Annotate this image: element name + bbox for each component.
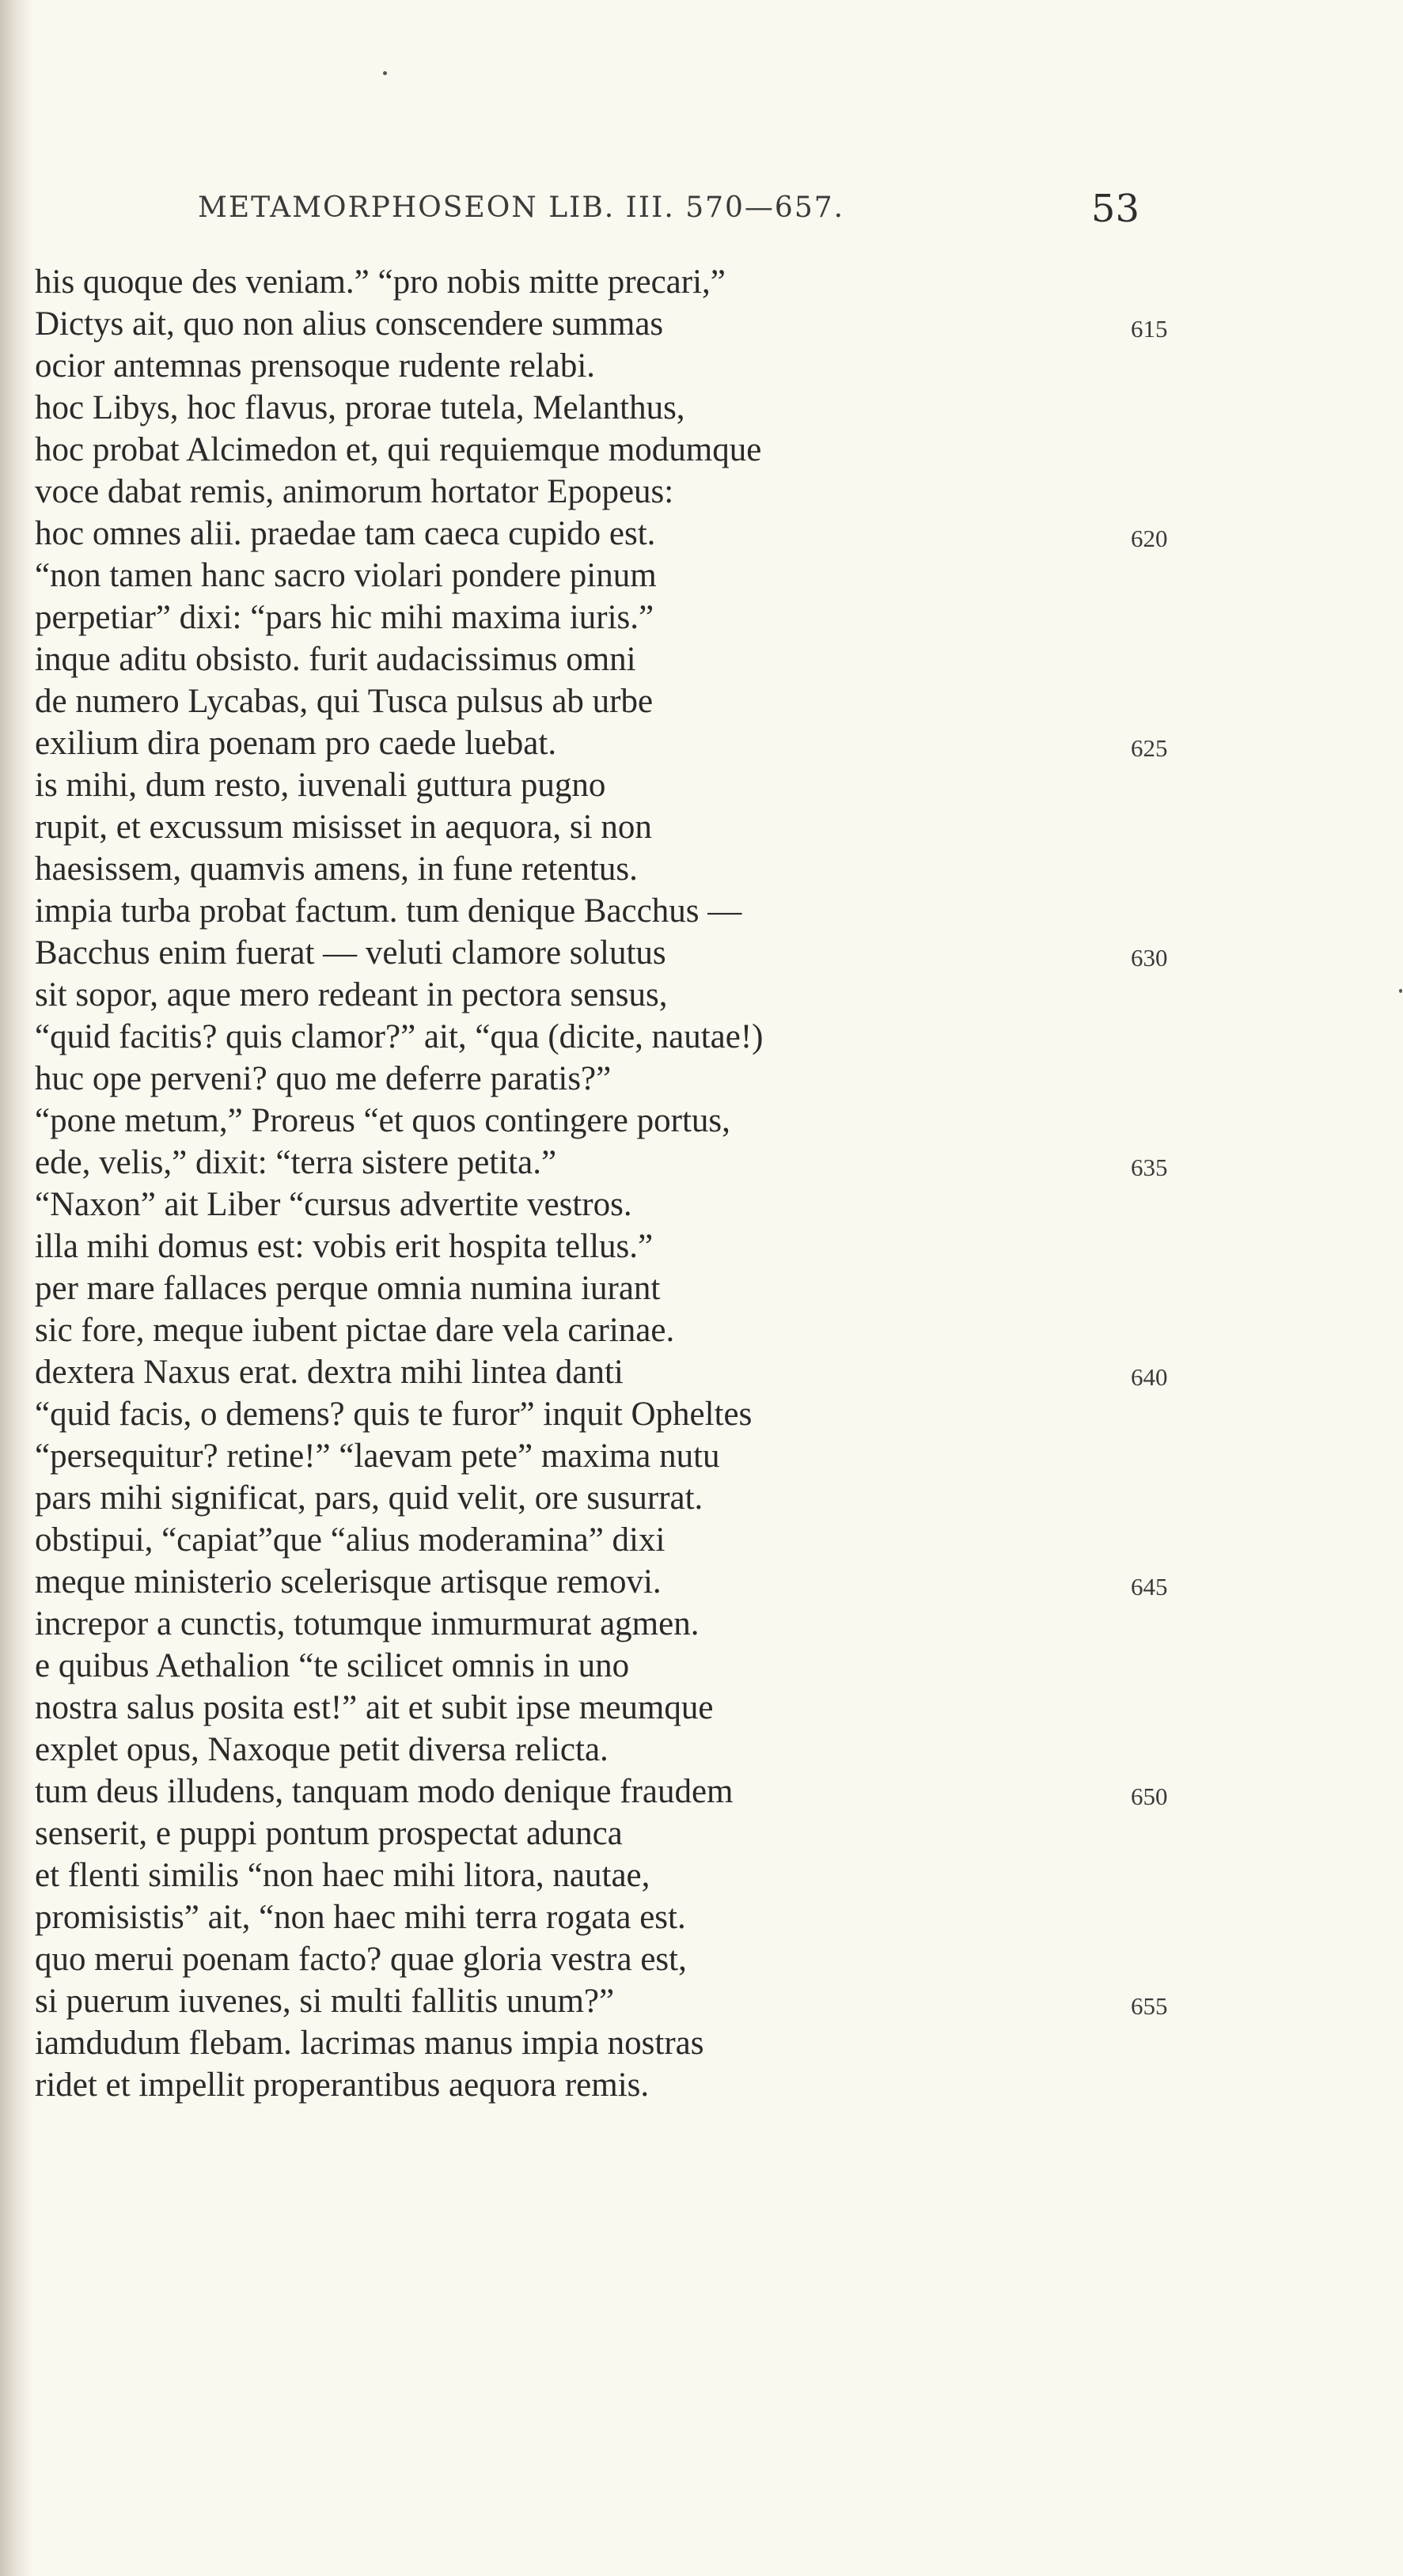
verse-line	[35, 680, 1333, 722]
verse-line	[35, 1435, 1333, 1477]
verse-text: per mare fallaces perque omnia numina iurant	[35, 1270, 661, 1307]
verse-text: si puerum iuvenes, si multi fallitis unum?”	[35, 1983, 615, 2020]
verse-line	[35, 806, 1333, 848]
verse-text: meque ministerio scelerisque artisque removi.	[35, 1563, 662, 1601]
verse-line	[35, 1477, 1333, 1519]
verse-line	[35, 1687, 1333, 1729]
verse-text: dextera Naxus erat. dextra mihi lintea danti	[35, 1354, 624, 1391]
verse-line	[35, 303, 1333, 345]
verse-text: illa mihi domus est: vobis erit hospita tellus.”	[35, 1228, 654, 1265]
verse-text: iamdudum flebam. lacrimas manus impia nostras	[35, 2025, 704, 2062]
verse-line	[35, 1938, 1333, 1980]
verse-line	[35, 1058, 1333, 1100]
verse-line	[35, 1854, 1333, 1896]
verse-text: exilium dira poenam pro caede luebat.	[35, 725, 557, 762]
binding-shadow	[0, 0, 33, 2576]
verse-line	[35, 1309, 1333, 1351]
verse-line	[35, 1980, 1333, 2022]
verse-text: sic fore, meque iubent pictae dare vela carinae.	[35, 1312, 675, 1349]
verse-text: impia turba probat factum. tum denique Bacchus —	[35, 892, 742, 930]
verse-line	[35, 1100, 1333, 1142]
verse-text: perpetiar” dixi: “pars hic mihi maxima iuris.”	[35, 599, 654, 636]
line-number: 635	[1131, 1154, 1168, 1181]
verse-text: “Naxon” ait Liber “cursus advertite vestros.	[35, 1186, 632, 1223]
verse-line	[35, 1561, 1333, 1603]
line-number: 645	[1131, 1573, 1168, 1601]
verse-text: “quid facitis? quis clamor?” ait, “qua (dicite, nautae!)	[35, 1018, 764, 1055]
line-number: 620	[1131, 525, 1168, 552]
line-number: 655	[1131, 1992, 1168, 2020]
verse-line	[35, 429, 1333, 471]
line-number: 640	[1131, 1363, 1168, 1391]
verse-text: huc ope perveni? quo me deferre paratis?”	[35, 1060, 612, 1097]
verse-block	[35, 261, 1333, 2106]
verse-line	[35, 890, 1333, 932]
verse-text: “quid facis, o demens? quis te furor” inquit Opheltes	[35, 1396, 753, 1433]
verse-text: ede, velis,” dixit: “terra sistere petita.”	[35, 1144, 557, 1181]
verse-text: increpor a cunctis, totumque inmurmurat agmen.	[35, 1605, 700, 1642]
verse-text: Bacchus enim fuerat — veluti clamore solutus	[35, 934, 666, 972]
verse-text: “pone metum,” Proreus “et quos contingere portus,	[35, 1102, 730, 1139]
verse-text: hoc probat Alcimedon et, qui requiemque modumque	[35, 431, 762, 468]
verse-line	[35, 722, 1333, 764]
verse-text: his quoque des veniam.” “pro nobis mitte precari,”	[35, 263, 726, 301]
verse-text: hoc omnes alii. praedae tam caeca cupido est.	[35, 515, 656, 552]
line-number: 625	[1131, 734, 1168, 762]
verse-text: explet opus, Naxoque petit diversa relicta.	[35, 1731, 609, 1768]
verse-text: tum deus illudens, tanquam modo denique fraudem	[35, 1773, 734, 1810]
verse-line	[35, 261, 1333, 303]
verse-line	[35, 1142, 1333, 1184]
verse-text: voce dabat remis, animorum hortator Epopeus:	[35, 473, 674, 510]
verse-text: nostra salus posita est!” ait et subit ipse meumque	[35, 1689, 714, 1726]
line-number: 630	[1131, 944, 1168, 972]
verse-text: is mihi, dum resto, iuvenali guttura pugno	[35, 767, 606, 804]
verse-text: ridet et impellit properantibus aequora remis.	[35, 2066, 650, 2104]
verse-line	[35, 597, 1333, 638]
verse-line	[35, 1351, 1333, 1393]
verse-line	[35, 638, 1333, 680]
verse-text: pars mihi significat, pars, quid velit, ore susurrat.	[35, 1479, 703, 1517]
verse-line	[35, 387, 1333, 429]
verse-line	[35, 1813, 1333, 1854]
verse-text: ocior antemnas prensoque rudente relabi.	[35, 347, 596, 385]
verse-line	[35, 1016, 1333, 1058]
verse-line	[35, 1225, 1333, 1267]
verse-text: obstipui, “capiat”que “alius moderamina” dixi	[35, 1521, 665, 1559]
verse-text: “non tamen hanc sacro violari pondere pinum	[35, 557, 657, 594]
verse-line	[35, 932, 1333, 974]
verse-line	[35, 1896, 1333, 1938]
verse-text: et flenti similis “non haec mihi litora, nautae,	[35, 1857, 650, 1894]
verse-line	[35, 555, 1333, 597]
ink-speck	[383, 71, 387, 75]
verse-line	[35, 2022, 1333, 2064]
verse-line	[35, 974, 1333, 1016]
verse-line	[35, 1393, 1333, 1435]
verse-text: senserit, e puppi pontum prospectat adunca	[35, 1815, 623, 1852]
verse-line	[35, 1603, 1333, 1645]
verse-text: Dictys ait, quo non alius conscendere summas	[35, 305, 664, 343]
verse-text: “persequitur? retine!” “laevam pete” maxima nutu	[35, 1438, 720, 1475]
verse-line	[35, 1645, 1333, 1687]
verse-text: haesissem, quamvis amens, in fune retentus.	[35, 850, 638, 888]
verse-line	[35, 848, 1333, 890]
verse-line	[35, 2064, 1333, 2106]
verse-line	[35, 345, 1333, 387]
verse-line	[35, 1771, 1333, 1813]
verse-text: hoc Libys, hoc flavus, prorae tutela, Melanthus,	[35, 389, 685, 426]
page-number: 53	[1090, 187, 1139, 231]
verse-line	[35, 471, 1333, 513]
verse-line	[35, 513, 1333, 555]
verse-text: sit sopor, aque mero redeant in pectora sensus,	[35, 976, 668, 1013]
ink-speck	[1399, 989, 1402, 993]
verse-line	[35, 1267, 1333, 1309]
verse-text: promisistis” ait, “non haec mihi terra rogata est.	[35, 1899, 686, 1936]
verse-text: quo merui poenam facto? quae gloria vestra est,	[35, 1941, 687, 1978]
running-title: METAMORPHOSEON LIB. III. 570—657.	[198, 191, 845, 224]
verse-text: inque aditu obsisto. furit audacissimus omni	[35, 641, 636, 678]
verse-line	[35, 1519, 1333, 1561]
line-number: 615	[1131, 315, 1168, 343]
verse-text: e quibus Aethalion “te scilicet omnis in uno	[35, 1647, 630, 1684]
verse-text: de numero Lycabas, qui Tusca pulsus ab urbe	[35, 683, 654, 720]
verse-line	[35, 1184, 1333, 1225]
page-header	[0, 187, 1403, 239]
verse-line	[35, 764, 1333, 806]
line-number: 650	[1131, 1782, 1168, 1810]
verse-text: rupit, et excussum misisset in aequora, si non	[35, 809, 652, 846]
verse-line	[35, 1729, 1333, 1771]
